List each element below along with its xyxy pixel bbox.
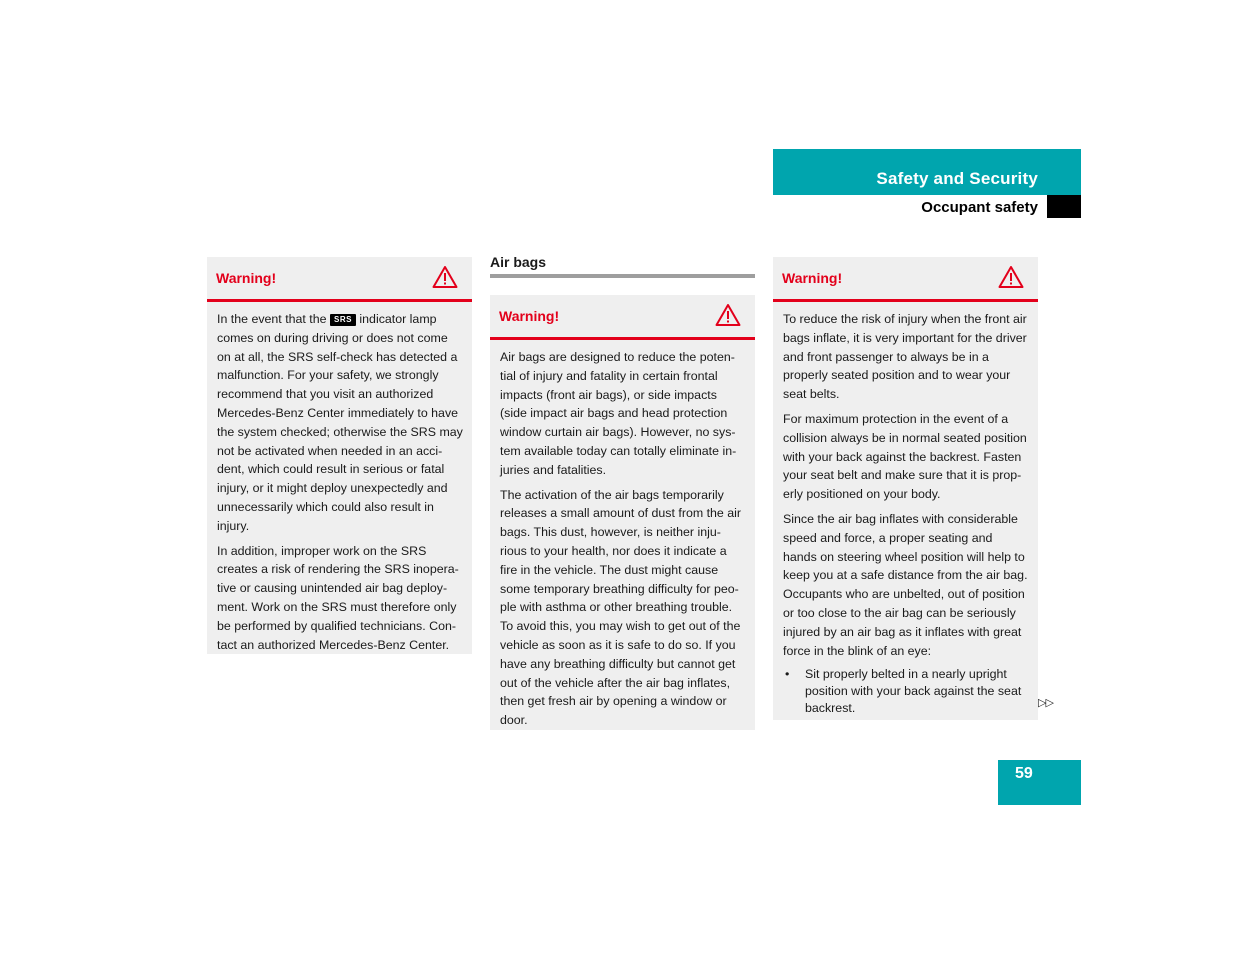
warning-header bbox=[207, 257, 472, 302]
warning-body bbox=[773, 302, 1038, 723]
warning-triangle-icon bbox=[432, 265, 458, 289]
warning-header bbox=[773, 257, 1038, 302]
warning-label: Warning! bbox=[782, 270, 843, 286]
section-header-bar bbox=[773, 149, 1081, 195]
warning-label: Warning! bbox=[216, 270, 277, 286]
text: In the event that the bbox=[217, 312, 327, 326]
warning-body bbox=[207, 302, 472, 666]
paragraph bbox=[217, 310, 463, 536]
warning-box-air-bags bbox=[490, 295, 755, 730]
warning-box-srs bbox=[207, 257, 472, 654]
paragraph: Air bags are designed to reduce the poten-tial of injury and fatality in certain frontal impacts (front air bags), or side impacts (side impact air bags and head protection window curtain air bags). However, no sys-tem available today can totally eliminate in-juries and fatalities. bbox=[500, 350, 737, 477]
page-number-box bbox=[998, 760, 1081, 805]
text: indicator lamp comes on during driving or does not come on at all, the SRS self-check has detected a malfunction. For your safety, we strongly recommend that you visit an authorized Mercedes-Benz Center immediately to have the system checked; otherwise the SRS may not be activated when needed in an acci-dent, which could result in serious or fatal injury, or it might deploy unexpectedly and unnecessarily which could also result in injury. bbox=[217, 312, 463, 533]
warning-label: Warning! bbox=[499, 308, 560, 324]
paragraph: In addition, improper work on the SRS creates a risk of rendering the SRS inopera-tive or causing unintended air bag deploy-ment. Work on the SRS must therefore only be performed by qualified technicians. Con-tact an authorized Mercedes-Benz Center. bbox=[217, 543, 459, 652]
srs-indicator-icon: SRS bbox=[330, 314, 356, 326]
warning-header bbox=[490, 295, 755, 340]
list-item: • Sit properly belted in a nearly upright position with your back against the seat backrest. bbox=[783, 666, 1029, 717]
paragraph: To reduce the risk of injury when the front air bags inflate, it is very important for the driver and front passenger to always be in a properly seated position and to wear your seat belts. bbox=[783, 312, 1027, 402]
subsection-title: Occupant safety bbox=[921, 199, 1038, 216]
section-title: Safety and Security bbox=[876, 169, 1038, 188]
air-bags-heading: Air bags bbox=[490, 254, 755, 278]
paragraph: The activation of the air bags temporarily releases a small amount of dust from the air bags. This dust, however, is neither inju-rious to your health, nor does it indicate a fire in the vehicle. The dust might cause some temporary breathing difficulty for peo-ple with asthma or other breathing trouble. To avoid this, you may wish to get out of the vehicle as soon as it is safe to do so. If you have any breathing difficulty but cannot get out of the vehicle after the air bag inflates, then get fresh air by opening a window or door. bbox=[500, 487, 742, 728]
subsection-marker bbox=[1047, 195, 1081, 218]
paragraph: For maximum protection in the event of a collision always be in normal seated position with your back against the backrest. Fasten your seat belt and make sure that it is prop-erly positioned on your body. bbox=[783, 411, 1027, 502]
warning-triangle-icon bbox=[715, 303, 741, 327]
warning-box-seating bbox=[773, 257, 1038, 720]
bullet-list bbox=[783, 666, 1029, 717]
paragraph: Since the air bag inflates with considerable speed and force, a proper seating and hands on steering wheel position will help to keep you at a safe distance from the air bag. Occupants who are unbelted, out of position or too close to the air bag can be seriously injured by an air bag as it inflates with great force in the blink of an eye: bbox=[783, 511, 1028, 658]
continued-arrows-icon: ▷▷ bbox=[1038, 697, 1053, 709]
warning-triangle-icon bbox=[998, 265, 1024, 289]
warning-body bbox=[490, 340, 755, 742]
page-number: 59 bbox=[1015, 765, 1033, 782]
